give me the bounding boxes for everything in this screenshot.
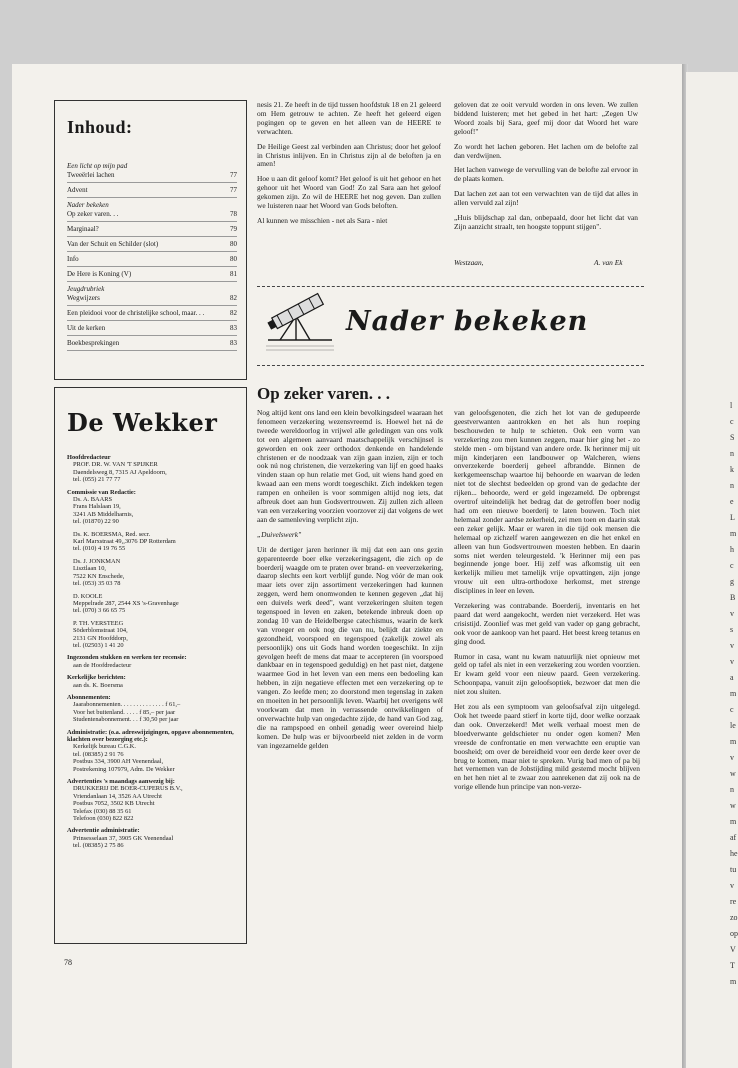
toc-item [67, 267, 237, 282]
colophon-line: Ds. A. BAARS [73, 496, 113, 504]
edge-fragment: w [730, 769, 736, 778]
edge-fragment: m [730, 689, 737, 698]
toc-category: Jeugdrubriek [67, 285, 105, 293]
toc-item [67, 282, 237, 306]
toc-category: Een licht op mijn pad [67, 162, 128, 170]
paragraph: Nog altijd kent ons land een klein bevolkingsdeel waaraan het fenomeen verzekering wezensvreemd is. Hoewel het ná de tweede wereldoorlog in vrijwel alle geledingen van ons volk tot een algemeen aanvaard maatschappelijk verschijnsel is geworden en ook zeer orthodox denkende en handelende christenen er de noodzaak van zijn gaan inzien, zijn er toch ook nú nog christenen, die verzekering van lijf en goed haaks vinden staan op hun relatie met God, uit wiens hand goed en kwaad aan een mens wordt toegeschikt. Zich indekken tegen rampen en onheilen is voor sommigen altijd nog iets, dat afbreuk doet aan hun Godsvertrouwen. Zij zullen zich alleen van een verzekering voorzien voorzover zij dat volgens de wet aan de samenleving verplicht zijn. [257, 408, 443, 524]
toc-page: 77 [230, 171, 237, 179]
edge-fragment: v [730, 753, 734, 762]
paragraph: Het zou als een symptoom van geloofsafval zijn uitgelegd. Ook het tweede paard stierf in korte tijd, door welke oorzaak dan ook. Onverzekerd! Met welk verhaal moest men de bloedverwante geldschieter nu onder ogen komen? Men vreesde de confrontatie en men verwachtte een eruptie van boosheid; om over de bereidheid voor een derde keer over de brug te komen, maar niet te spreken. Vurig bad men of pa bij het vernemen van de Jobstijding mild gestemd mocht blijven en het hen niet al te zwaar zou aanrekenen dat zij ook na de vorige ellende hun principe van non-verze- [454, 702, 640, 792]
edge-fragment: l [730, 401, 733, 410]
toc-category: Nader bekeken [67, 201, 109, 209]
colophon-line: 7522 KN Enschede, [73, 572, 125, 580]
edge-fragment: he [730, 849, 738, 858]
toc-title: De Here is Koning (V) [67, 270, 132, 278]
colophon-line: Kerkelijk bureau C.G.K. [73, 743, 137, 751]
article-title: Op zeker varen. . . [257, 384, 390, 403]
edge-fragment: zo [730, 913, 738, 922]
colophon-block [67, 694, 239, 724]
toc-page: 83 [230, 324, 237, 332]
toc-title: Een pleidooi voor de christelijke school, maar. . . [67, 309, 205, 317]
colophon-line: Meppelrade 287, 2544 XS 's-Gravenhage [73, 599, 179, 607]
edge-fragment: m [730, 817, 737, 826]
edge-fragment: m [730, 737, 737, 746]
toc-item [67, 183, 237, 198]
toc-title: Wegwijzers [67, 294, 100, 302]
colophon-block [67, 778, 239, 822]
section-title: Nader bekeken [346, 306, 589, 337]
edge-fragment: S [730, 433, 735, 442]
colophon-block [67, 674, 239, 689]
toc-page: 80 [230, 255, 237, 263]
colophon-heading: Administratie: (o.a. adreswijzigingen, opgave abonnementen, klachten over bezorging etc.): [67, 728, 234, 743]
colophon-line: D. KOOLE [73, 592, 103, 600]
edge-fragment: m [730, 977, 737, 986]
edge-fragment: v [730, 657, 734, 666]
colophon-line: tel. (08385) 2 91 76 [73, 750, 124, 758]
colophon-line: Prinsesselaan 37, 3905 GK Veenendaal [73, 834, 174, 842]
colophon-line: Postrekening 107979, Adm. De Wekker [73, 765, 175, 773]
toc-page: 80 [230, 240, 237, 248]
colophon-line: Frans Halslaan 19, [73, 503, 121, 511]
colophon-line: Telefoon (030) 822 822 [73, 815, 134, 823]
toc-title: Info [67, 255, 79, 263]
edge-fragment: c [730, 417, 734, 426]
toc-heading: Inhoud: [67, 117, 133, 137]
colophon-heading: Kerkelijke berichten: [67, 674, 126, 682]
paragraph: geloven dat ze ooit vervuld worden in ons leven. We zullen biddend luisteren; met het gebed in het hart: „Zegen Uw Woord zoals bij Sara, geef mij door dat Woord het ware geloof!" [454, 100, 638, 136]
article-column-2 [454, 409, 640, 798]
colophon-line: tel. (08385) 2 75 86 [73, 842, 124, 850]
article-column-1 [257, 409, 443, 757]
colophon-heading: Abonnementen: [67, 693, 111, 701]
colophon-block [67, 827, 239, 849]
edge-fragment: w [730, 801, 736, 810]
toc-list [67, 159, 237, 351]
colophon-line: 3241 AB Middelharnis, [73, 510, 134, 518]
magazine-logo: De Wekker [67, 408, 218, 437]
toc-page: 82 [230, 309, 237, 317]
next-page-edge [686, 72, 738, 1068]
colophon-heading: Hoofdredacteur [67, 454, 111, 461]
toc-item [67, 306, 237, 321]
toc-page: 78 [230, 210, 237, 218]
paragraph: van geloofsgenoten, die zich het lot van de gedupeerde geestverwanten aantrokken en het als hun roeping beschouwden te hulp te schieten. Ook een vorm van verzekering zou men kunnen zeggen, maar hier ging het - zo stelde men - om bijstand van andere orde. Ik herinner mij uit mijn kinderjaren een landbouwer op Walcheren, wiens onverzekerde boerderij geheel afbrandde. Binnen de kerkgemeenschap waartoe hij behoorde en waarvan de leden niet tot de slechtst bedeelden op grond van de gedachte der rijken... behoorde, werd er geld ingezameld. De opbrengst overtrof uiteindelijk het bedrag dat de getroffen boer nodig had om een nieuwe boerderij te laten bouwen. Toch niet helemaal zonder aardse zekerheid, zei men toen en daarin stak een zeker gelijk. Maar er waren in die tijd ook mensen die helemaal op zichzelf waren aangewezen en die het enkel en alleen van hun Godsvertrouwen moesten hebben. En daarin soms niet werden teleurgesteld. 'k Herinner mij een pas beginnende jonge boer. Hij zelf was afkomstig uit een kerkelijk milieu met tamelijk vrije opvattingen, zijn jonge vrouw uit een ultra-orthodoxe herkomst, met strenge disciplines in leer en leven. [454, 408, 640, 596]
edge-fragment: V [730, 945, 736, 954]
toc-page: 79 [230, 225, 237, 233]
colophon-block [67, 558, 239, 588]
paragraph: Rumor in casa, want nu kwam natuurlijk niet opnieuw met geld op tafel als niet in een verzekering zou worden voorzien. Er kwam geld voor een nieuw paard. Geen verzekering. Schoonpapa, vanuit zijn geloofsoptiek, bezwoer dat men die niet zou sluiten. [454, 651, 640, 697]
toc-title: Tweeërlei lachen [67, 171, 115, 179]
toc-title: Van der Schuit en Schilder (slot) [67, 240, 159, 248]
colophon-line: Daendelsweg 8, 7315 AJ Apeldoorn, [73, 468, 167, 476]
toc-title: Uit de kerken [67, 324, 106, 332]
edge-fragment: c [730, 705, 734, 714]
edge-fragment: a [730, 673, 734, 682]
colophon-line: Ds. J. JONKMAN [73, 557, 121, 565]
advent-column-2 [454, 101, 638, 238]
toc-item [67, 237, 237, 252]
page-number: 78 [64, 958, 72, 967]
edge-fragment: v [730, 641, 734, 650]
signature-place: Westzaan, [454, 258, 484, 267]
edge-fragment: n [730, 785, 734, 794]
article-subheading: „Duivelswerk" [257, 529, 302, 539]
toc-item [67, 321, 237, 336]
edge-fragment: v [730, 881, 734, 890]
colophon-block [67, 620, 239, 650]
toc-title: Op zeker varen. . . [67, 210, 119, 218]
colophon-heading: Advertentie administratie: [67, 827, 140, 835]
toc-title: Marginaal? [67, 225, 99, 233]
colophon-line: DRUKKERIJ DE BOER-CUPERUS B.V., [73, 785, 183, 793]
edge-fragment: s [730, 625, 734, 634]
colophon-line: Postbus 7052, 3502 KB Utrecht [73, 800, 155, 808]
colophon-block [67, 729, 239, 773]
paragraph: Zo wordt het lachen geboren. Het lachen om de belofte zal dan verdwijnen. [454, 141, 638, 160]
toc-item [67, 159, 237, 183]
edge-fragment: L [730, 513, 735, 522]
colophon-box [54, 387, 247, 944]
paragraph: Het lachen vanwege de vervulling van de belofte zal ervoor in de plaats komen. [454, 165, 638, 184]
edge-fragment: c [730, 561, 734, 570]
toc-item [67, 252, 237, 267]
table-of-contents [54, 100, 247, 380]
paragraph: Hoe u aan dit geloof komt? Het geloof is uit het gehoor en het gehoor uit het Woord van God! Zo zal Sara aan het geloof gekomen zijn. Zo wil de HEERE het nog geven. Dan zullen we luisteren naar het Woord van Gods beloften. [257, 174, 441, 211]
edge-fragment: k [730, 465, 734, 474]
toc-page: 83 [230, 339, 237, 347]
colophon-line: Lisztlaan 10, [73, 565, 107, 573]
colophon-block [67, 654, 239, 669]
colophon-line: tel. (010) 4 19 76 55 [73, 545, 126, 553]
paragraph: Verzekering was contrabande. Boerderij, inventaris en het paard dat werd aangekocht, werden niet verzekerd. Het was crisistijd. Zoonlief was met geld van vader op gang gebracht, ook voor de aankoop van het paard. Het beest kreeg tetanus en ging dood. [454, 601, 640, 646]
toc-page: 77 [230, 186, 237, 194]
signature-author: A. van Ek [594, 258, 623, 267]
section-divider-top [257, 286, 644, 287]
colophon-line: aan ds. K. Boersma [73, 681, 123, 689]
edge-fragment: n [730, 481, 734, 490]
colophon-line: tel. (055) 21 77 77 [73, 476, 121, 484]
colophon-line: Postbus 334, 3900 AH Veenendaal, [73, 758, 164, 766]
paragraph: De Heilige Geest zal verbinden aan Christus; door het geloof in Christus inlijven. En in Christus zijn al de beloften ja en amen! [257, 141, 441, 169]
edge-fragment: af [730, 833, 737, 842]
paragraph: Uit de dertiger jaren herinner ik mij dat een aan ons gezin geparenteerde boer elke verzekeringsagent, die zich op de boerderij waagde om te praten over brand- en veeverzekering, daarop slechts een kort verblijf gunde. Nog vóór de man ook maar iets over zijn assortiment verzekeringen had kunnen zeggen, werd hem onomwonden te kennen gegeven „dat hij een duivels werk deed", want verzekeringen sluiten tegen tegenspoed in leven en zaken, betekende inbreuk doen op zondag 10 van de Heidelbergse catechismus, waarin de kerk van vroeger en ook nog die van nu, belijdt dat ziekte en gezondheid, voorspoed en tegenspoed (zakelijk zowel als persoonlijk) ons uit Gods hand worden toegeschikt. In zijn gevolgen heeft de mens dat maar te accepteren (in voorspoed dankbaar en in tegenspoed geduldig) en het past niet, datgene waarmee God in het leven van een mens een bedoeling kan hebben, in zijn negatieve effecten met een verzekering op te vangen. Zo leefde men; zo doorstond men tegenslag in zaken en moeiten in het persoonlijk leven. Waarbij het overigens wél voorkwam dat men in verrassende ontwikkelingen of onverwachte hulp van ongedachte zijde, de hand van God zag, die na rampspoed en onheil genadig weer overeind hielp komen. De hulp was er bijvoorbeeld niet zelden in de vorm van ingezamelde gelden [257, 544, 443, 750]
edge-fragment: re [730, 897, 737, 906]
colophon-block [67, 489, 239, 526]
colophon-line: Vriendanlaan 14, 3526 AA Utrecht [73, 792, 162, 800]
colophon-heading: Advertenties 's maandags aanwezig bij: [67, 778, 175, 786]
colophon-line: tel. (01870) 22 90 [73, 518, 119, 526]
colophon-line: PROF. DR. W. VAN 'T SPIJKER [73, 461, 158, 469]
colophon-line: tel. (070) 3 66 65 75 [73, 607, 126, 615]
colophon-line: Söderblomstraat 104, [73, 627, 128, 635]
edge-fragment: T [730, 961, 735, 970]
edge-fragment: e [730, 497, 734, 506]
paragraph: Al kunnen we misschien - net als Sara - niet [257, 215, 388, 225]
colophon-line: tel. (053) 35 03 78 [73, 580, 121, 588]
colophon-heading: Commissie van Redactie: [67, 488, 136, 496]
colophon [67, 454, 239, 855]
colophon-line: Telefax (030) 88 35 61 [73, 807, 132, 815]
colophon-line: Voor het buitenland. . . . . f 85,– per jaar [73, 708, 176, 716]
colophon-heading: Ingezonden stukken en werken ter recensie: [67, 654, 187, 662]
edge-fragment: g [730, 577, 734, 586]
edge-fragment: op [730, 929, 738, 938]
toc-page: 82 [230, 294, 237, 302]
colophon-line: aan de Hoofdredacteur [73, 661, 132, 669]
paragraph: nesis 21. Ze heeft in de tijd tussen hoofdstuk 18 en 21 geleerd om Hem getrouw te achten. Ze heeft het geleerd eigen pogingen op te geven en het alleen van de HEERE te verwachten. [257, 100, 441, 136]
edge-fragment: h [730, 545, 734, 554]
toc-title: Advent [67, 186, 88, 194]
edge-fragment: B [730, 593, 736, 602]
paragraph: „Huis blijdschap zal dan, onbepaald, door het licht dat van Zijn aanzicht straalt, ten hoogste toppunt stijgen". [454, 213, 638, 231]
colophon-block [67, 531, 239, 553]
edge-fragment: n [730, 449, 734, 458]
edge-fragment: le [730, 721, 736, 730]
edge-fragment: m [730, 529, 737, 538]
section-divider-bottom [257, 365, 644, 366]
colophon-line: P. TH. VERSTEEG [73, 619, 124, 627]
colophon-block [67, 593, 239, 615]
colophon-line: Karl Marxstraat 49,,3076 DP Rotterdam [73, 538, 176, 546]
colophon-block [67, 454, 239, 484]
toc-item [67, 198, 237, 222]
toc-item [67, 336, 237, 351]
advent-column-1 [257, 101, 441, 232]
toc-title: Boekbesprekingen [67, 339, 120, 347]
toc-page: 81 [230, 270, 237, 278]
colophon-line: Studentenabonnement. . . f 30,50 per jaar [73, 716, 179, 724]
toc-item [67, 222, 237, 237]
edge-fragment: v [730, 609, 734, 618]
colophon-line: Jaarabonnementen. . . . . . . . . . . . . . f 61,– [73, 701, 181, 709]
colophon-line: tel. (02503) 1 41 20 [73, 641, 124, 649]
colophon-line: 2131 GN Hoofddorp, [73, 634, 128, 642]
telescope-illustration [262, 290, 338, 354]
colophon-line: Ds. K. BOERSMA, Red. secr. [73, 530, 151, 538]
paragraph: Dat lachen zet aan tot een verwachten van de tijd dat alles in allen vervuld zal zijn! [454, 189, 638, 208]
edge-fragment: tu [730, 865, 737, 874]
